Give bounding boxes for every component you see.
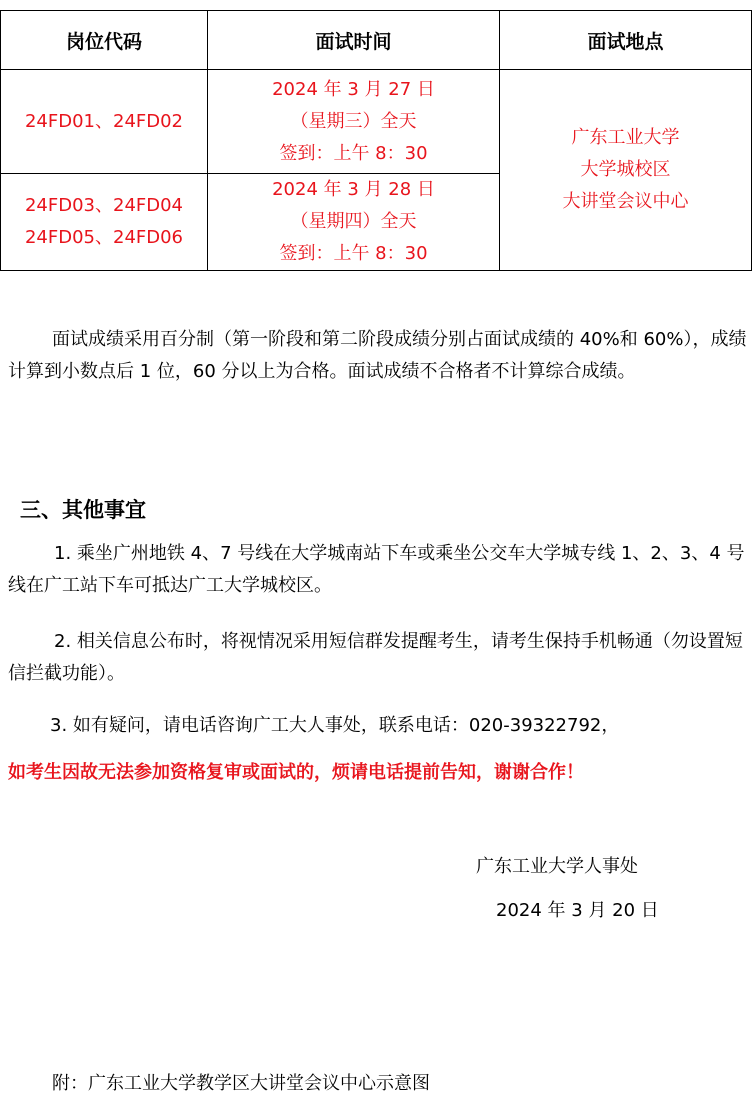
position-codes-cell bbox=[1, 174, 208, 271]
table-row bbox=[1, 70, 752, 174]
header-interview-location: 面试地点 bbox=[500, 11, 752, 70]
check-in-time: 签到：上午 8：30 bbox=[279, 142, 428, 164]
list-item: 1. 乘坐广州地铁 4、7 号线在大学城南站下车或乘坐公交车大学城专线 1、2、3、4 号线在广工站下车可抵达广工大学城校区。 bbox=[8, 543, 745, 596]
position-codes: 24FD01、24FD02 bbox=[24, 110, 184, 132]
header-interview-time: 面试时间 bbox=[208, 11, 500, 70]
location-university: 广东工业大学 bbox=[571, 127, 680, 148]
attachment-note: 附：广东工业大学教学区大讲堂会议中心示意图 bbox=[52, 1073, 430, 1094]
signature-date: 2024 年 3 月 20 日 bbox=[496, 900, 659, 921]
table-header-row bbox=[1, 11, 752, 70]
warning-notice: 如考生因故无法参加资格复审或面试的，烦请电话提前告知，谢谢合作！ bbox=[8, 762, 584, 783]
interview-location-cell bbox=[500, 70, 752, 271]
position-codes-cell bbox=[1, 70, 208, 174]
section-title: 三、其他事宜 bbox=[20, 498, 146, 522]
interview-date: 2024 年 3 月 27 日 bbox=[272, 78, 435, 100]
position-codes: 24FD05、24FD06 bbox=[24, 227, 184, 248]
list-item: 2. 相关信息公布时，将视情况采用短信群发提醒考生，请考生保持手机畅通（勿设置短信拦截功能）。 bbox=[8, 631, 743, 684]
header-position-code: 岗位代码 bbox=[1, 11, 208, 70]
score-paragraph: 面试成绩采用百分制（第一阶段和第二阶段成绩分别占面试成绩的 40%和 60%），成绩计算到小数点后 1 位，60 分以上为合格。面试成绩不合格者不计算综合成绩。 bbox=[8, 329, 747, 382]
interview-time-cell bbox=[208, 174, 500, 271]
check-in-time: 签到：上午 8：30 bbox=[279, 243, 428, 264]
location-venue: 大讲堂会议中心 bbox=[562, 191, 689, 212]
interview-weekday: （星期四）全天 bbox=[290, 211, 417, 232]
location-campus: 大学城校区 bbox=[580, 159, 671, 180]
interview-time-cell bbox=[208, 70, 500, 174]
interview-weekday: （星期三）全天 bbox=[290, 110, 417, 132]
interview-date: 2024 年 3 月 28 日 bbox=[272, 179, 435, 200]
position-codes: 24FD03、24FD04 bbox=[24, 195, 184, 216]
signature-org: 广东工业大学人事处 bbox=[476, 856, 638, 877]
list-item: 3. 如有疑问，请电话咨询广工大人事处，联系电话：020-39322792， bbox=[50, 715, 620, 736]
interview-schedule-table bbox=[0, 10, 752, 271]
